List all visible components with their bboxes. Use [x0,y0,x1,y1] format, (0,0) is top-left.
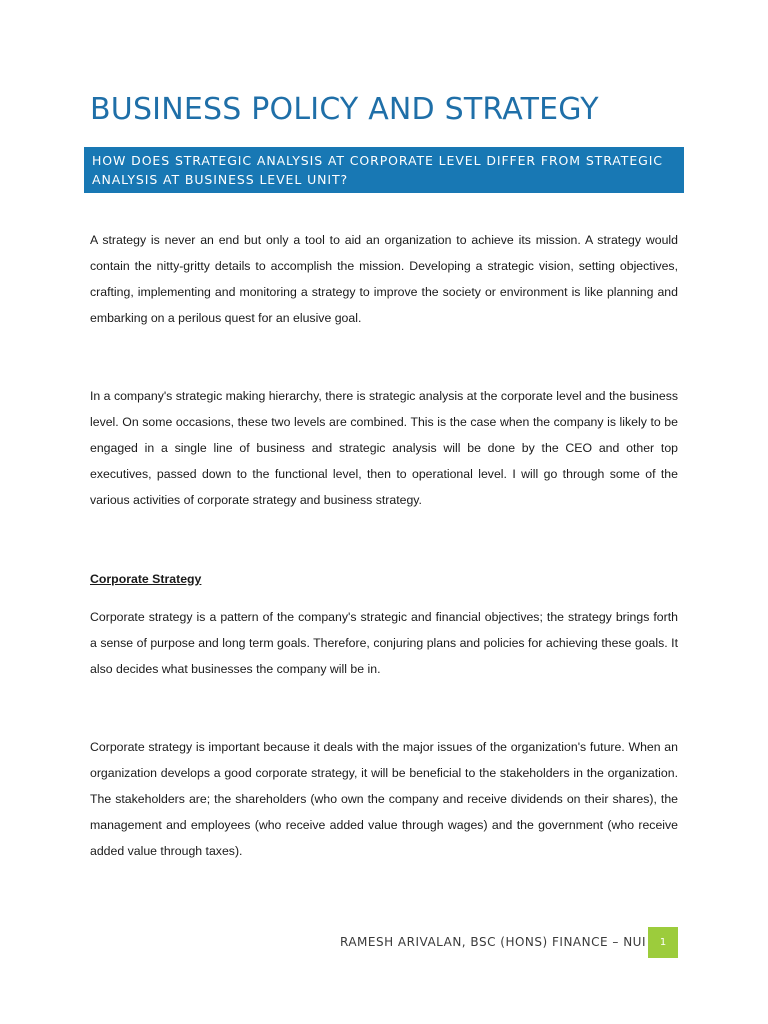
footer-author: RAMESH ARIVALAN, BSC (HONS) FINANCE – NUI [339,935,646,949]
corporate-strategy-importance-paragraph: Corporate strategy is important because it deals with the major issues of the organization's future. When an organization develops a good corporate strategy, it will be beneficial to the stakeholders in the organization. The stakeholders are; the shareholders (who own the company and receive dividends on their shares), the management and employees (who receive added value through wages) and the government (who receive added value through taxes). [90,740,678,858]
section-heading-corporate-strategy: Corporate Strategy [90,572,202,586]
corporate-strategy-definition-paragraph: Corporate strategy is a pattern of the company's strategic and financial objectives; the strategy brings forth a sense of purpose and long term goals. Therefore, conjuring plans and policies for achieving these goals. It also decides what businesses the company will be in. [90,610,678,676]
page-number-badge: 1 [648,927,678,958]
intro-paragraph: A strategy is never an end but only a tool to aid an organization to achieve its mission. A strategy would contain the nitty-gritty details to accomplish the mission. Developing a strategic vision, setting objectives, crafting, implementing and monitoring a strategy to improve the society or environment is like planning and embarking on a perilous quest for an elusive goal. [90,233,678,325]
document-title: BUSINESS POLICY AND STRATEGY [90,92,599,127]
question-banner: HOW DOES STRATEGIC ANALYSIS AT CORPORATE LEVEL DIFFER FROM STRATEGIC ANALYSIS AT BUSINESS LEVEL UNIT? [84,147,684,193]
hierarchy-paragraph: In a company's strategic making hierarchy, there is strategic analysis at the corporate level and the business level. On some occasions, these two levels are combined. This is the case when the company is likely to be engaged in a single line of business and strategic analysis will be done by the CEO and other top executives, passed down to the functional level, then to operational level. I will go through some of the various activities of corporate strategy and business strategy. [90,389,678,507]
